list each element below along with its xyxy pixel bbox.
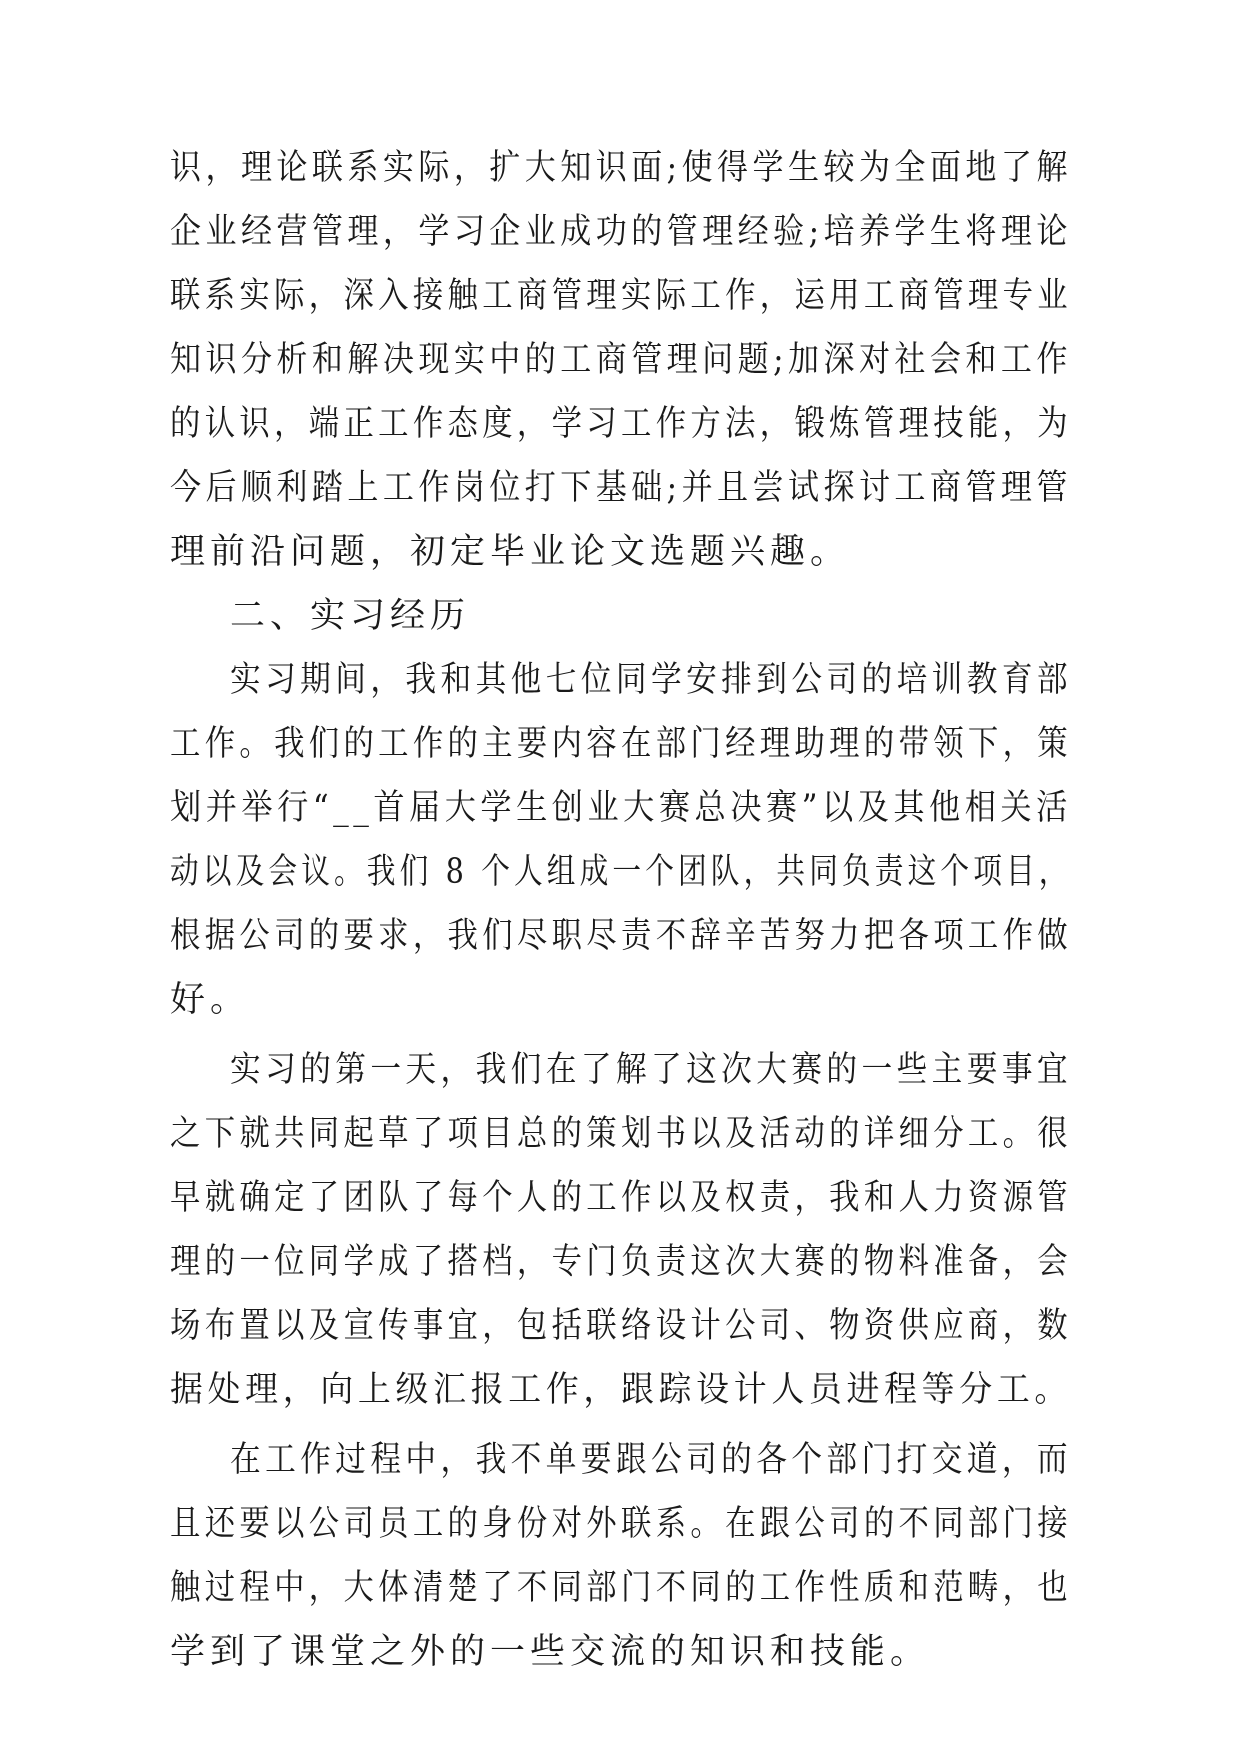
body-text-line: 联系实际，深入接触工商管理实际工作，运用工商管理专业 — [170, 276, 1073, 316]
body-text-line: 企业经营管理，学习企业成功的管理经验;培养学生将理论 — [170, 212, 1072, 252]
body-text-line: 知识分析和解决现实中的工商管理问题;加深对社会和工作 — [170, 340, 1072, 380]
body-text-line: 理的一位同学成了搭档，专门负责这次大赛的物料准备，会 — [170, 1242, 1073, 1282]
body-text-line: 理前沿问题，初定毕业论文选题兴趣。 — [170, 532, 851, 572]
body-text-line: 工作。我们的工作的主要内容在部门经理助理的带领下，策 — [170, 724, 1073, 764]
body-text-line: 的认识，端正工作态度，学习工作方法，锻炼管理技能，为 — [170, 404, 1073, 444]
body-text-line: 根据公司的要求，我们尽职尽责不辞辛苦努力把各项工作做 — [170, 916, 1073, 956]
body-text-line: 划并举行“__首届大学生创业大赛总决赛”以及其他相关活 — [170, 788, 1072, 828]
body-text-line: 且还要以公司员工的身份对外联系。在跟公司的不同部门接 — [170, 1504, 1073, 1544]
body-text-line: 之下就共同起草了项目总的策划书以及活动的详细分工。很 — [170, 1114, 1073, 1154]
body-text-line: 早就确定了团队了每个人的工作以及权责，我和人力资源管 — [170, 1178, 1073, 1218]
body-text-line: 在工作过程中，我不单要跟公司的各个部门打交道，而 — [230, 1440, 1073, 1480]
body-text-line: 学到了课堂之外的一些交流的知识和技能。 — [170, 1632, 931, 1672]
section-heading: 二、实习经历 — [230, 596, 471, 636]
body-text-line: 实习的第一天，我们在了解了这次大赛的一些主要事宜 — [230, 1050, 1073, 1090]
body-text-line: 今后顺利踏上工作岗位打下基础;并且尝试探讨工商管理管 — [170, 468, 1072, 508]
body-text-line: 动以及会议。我们 8 个人组成一个团队，共同负责这个项目， — [170, 852, 1072, 892]
body-text-line: 场布置以及宣传事宜，包括联络设计公司、物资供应商，数 — [170, 1306, 1073, 1346]
body-text-line: 据处理，向上级汇报工作，跟踪设计人员进程等分工。 — [170, 1370, 1073, 1410]
body-text-line: 识，理论联系实际，扩大知识面;使得学生较为全面地了解 — [170, 148, 1072, 188]
body-text-line: 实习期间，我和其他七位同学安排到公司的培训教育部 — [230, 660, 1073, 700]
body-text-line: 好。 — [170, 980, 251, 1020]
body-text-line: 触过程中，大体清楚了不同部门不同的工作性质和范畴，也 — [170, 1568, 1073, 1608]
